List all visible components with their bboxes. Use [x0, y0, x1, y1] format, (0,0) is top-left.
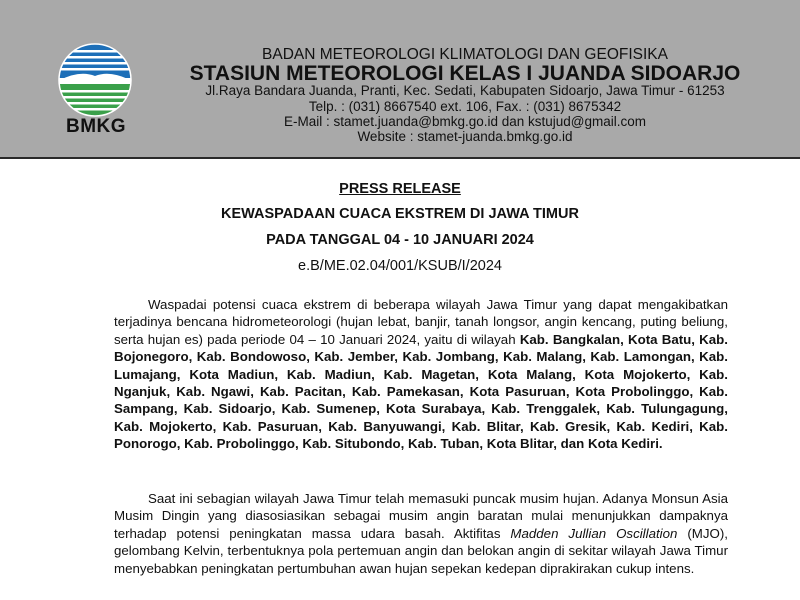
address: Jl.Raya Bandara Juanda, Pranti, Kec. Sedati, Kabupaten Sidoarjo, Jawa Timur - 61253: [205, 83, 725, 98]
agency-name: BADAN METEOROLOGI KLIMATOLOGI DAN GEOFISIKA: [262, 46, 668, 63]
paragraph-warning-intro: Waspadai potensi cuaca ekstrem di beberapa wilayah Jawa Timur yang dapat mengakibatkan terjadinya bencana hidrometeorologi (hujan lebat, banjir, tanah longsor, angin kencang, puting beliung, serta hujan es) pada periode 04 – 10 Januari 2024, yaitu di wilayah: [114, 297, 728, 347]
paragraph-warning: [114, 296, 728, 453]
station-name: STASIUN METEOROLOGI KELAS I JUANDA SIDOARJO: [189, 62, 741, 85]
logo-wordmark: BMKG: [65, 116, 127, 137]
header-divider: [0, 157, 800, 159]
email: E-Mail : stamet.juanda@bmkg.go.id dan kstujud@gmail.com: [283, 114, 647, 129]
mjo-term: Madden Jullian Oscillation: [510, 525, 678, 541]
phone-fax: Telp. : (031) 8667540 ext. 106, Fax. : (031) 8675342: [308, 99, 622, 114]
document-label: PRESS RELEASE: [339, 181, 461, 197]
affected-regions: Kab. Bangkalan, Kota Batu, Kab. Bojonegoro, Kab. Bondowoso, Kab. Jember, Kab. Jombang, Kab. Malang, Kab. Lamongan, Kab. Lumajang, Kota Madiun, Kab. Madiun, Kab. Magetan, Kota Malang, Kota Mojokerto, Kab. Nganjuk, Kab. Ngawi, Kab. Pacitan, Kab. Pamekasan, Kota Pasuruan, Kota Probolinggo, Kab. Sampang, Kab. Sidoarjo, Kab. Sumenep, Kota Surabaya, Kab. Trenggalek, Kab. Tulungagung, Kab. Mojokerto, Kab. Pasuruan, Kab. Banyuwangi, Kab. Blitar, Kab. Gresik, Kab. Kediri, Kab. Ponorogo, Kab. Probolinggo, Kab. Situbondo, Kab. Tuban, Kota Blitar, dan Kota Kediri.: [114, 331, 728, 452]
paragraph-context-part2: (MJO), gelombang Kelvin, terbentuknya pola pertemuan angin dan belokan angin di sekitar wilayah Jawa Timur menyebabkan peningkatan pertumbuhan awan hujan sepekan kedepan diprakirakan cukup intens.: [114, 525, 728, 576]
letterhead: [0, 0, 800, 157]
document-title: KEWASPADAAN CUACA EKSTREM DI JAWA TIMUR: [221, 206, 579, 222]
paragraph-context-part1: Saat ini sebagian wilayah Jawa Timur telah memasuki puncak musim hujan. Adanya Monsun Asia Musim Dingin yang diasosiasikan sebagai musim angin baratan mulai menunjukkan dampaknya terhadap potensi peningkatan massa udara basah. Aktifitas: [114, 491, 728, 541]
document-reference: e.B/ME.02.04/001/KSUB/I/2024: [298, 258, 502, 274]
website: Website : stamet-juanda.bmkg.go.id: [357, 129, 573, 144]
document-date: PADA TANGGAL 04 - 10 JANUARI 2024: [266, 232, 534, 248]
paragraph-context: [114, 490, 728, 577]
